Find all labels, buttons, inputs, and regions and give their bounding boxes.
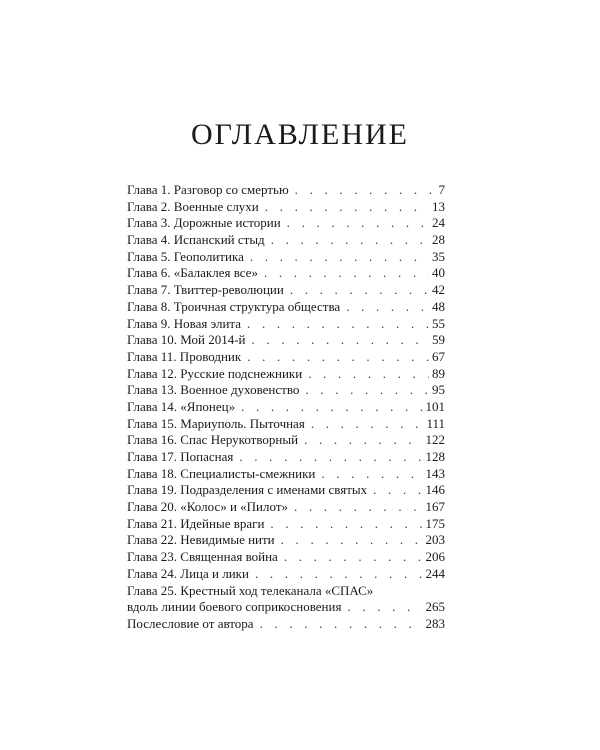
toc-entry: [127, 366, 445, 383]
toc-dot-leader: [255, 566, 423, 583]
toc-page-number: 206: [425, 549, 445, 565]
toc-page-number: 175: [425, 515, 445, 531]
toc-entry: [127, 349, 445, 366]
toc-entry-title: Глава 1. Разговор со смертью: [127, 182, 289, 197]
toc-page-number: 28: [432, 232, 445, 248]
toc-dot-leader: [290, 282, 429, 299]
toc-page-number: 95: [432, 382, 445, 398]
toc-entry-title: Глава 7. Твиттер-революции: [127, 282, 284, 298]
toc-entry-title: Глава 21. Идейные враги: [127, 515, 265, 531]
toc-dot-leader: [287, 215, 429, 232]
toc-dot-leader: [308, 366, 429, 383]
toc-entry: [127, 499, 445, 516]
toc-entry-title: Глава 4. Испанский стыд: [127, 232, 265, 248]
toc-dot-leader: [311, 416, 424, 433]
toc-page-number: 7: [438, 182, 445, 197]
toc-entry: [127, 583, 445, 600]
toc-dot-leader: [265, 199, 429, 216]
toc-entry-title: Глава 12. Русские подснежники: [127, 365, 303, 381]
toc-entry-title: Глава 5. Геополитика: [127, 248, 244, 264]
toc-dot-leader: [281, 532, 423, 549]
toc-entry: [127, 232, 445, 249]
toc-page-number: 48: [432, 298, 445, 314]
toc-dot-leader: [241, 399, 422, 416]
toc-entry: [127, 215, 445, 232]
toc-entry-title: Глава 10. Мой 2014-й: [127, 332, 246, 348]
toc-entry-title: Глава 13. Военное духовенство: [127, 382, 300, 398]
toc-entry: [127, 482, 445, 499]
toc-page-number: 101: [425, 398, 445, 414]
toc-dot-leader: [347, 599, 422, 616]
toc-page-number: 203: [425, 532, 445, 548]
toc-dot-leader: [295, 182, 436, 199]
toc-entry-title: Глава 6. «Балаклея все»: [127, 265, 258, 281]
toc-page-number: 13: [432, 198, 445, 214]
page-title: ОГЛАВЛЕНИЕ: [191, 118, 409, 151]
toc-dot-leader: [250, 249, 429, 266]
toc-entry: [127, 299, 445, 316]
toc-entry-title: Глава 23. Священная война: [127, 549, 278, 565]
toc-dot-leader: [373, 482, 422, 499]
toc-dot-leader: [294, 499, 422, 516]
toc-dot-leader: [239, 449, 422, 466]
toc-entry: [127, 532, 445, 549]
toc-entry-title: Послесловие от автора: [127, 615, 254, 631]
toc-page-number: 59: [432, 332, 445, 348]
toc-dot-leader: [321, 466, 422, 483]
toc-entry: [127, 399, 445, 416]
toc-page-number: 283: [425, 615, 445, 631]
toc-dot-leader: [247, 349, 429, 366]
toc-dot-leader: [264, 265, 429, 282]
toc-entry-title: Глава 16. Спас Нерукотворный: [127, 432, 299, 448]
toc-entry: [127, 432, 445, 449]
toc-entry: [127, 549, 445, 566]
toc-page-number: 167: [425, 499, 445, 515]
toc-dot-leader: [305, 382, 429, 399]
toc-entry: [127, 182, 445, 199]
toc-entry-title: Глава 14. «Японец»: [127, 398, 236, 414]
toc-entry-title: Глава 3. Дорожные истории: [127, 215, 281, 231]
toc-entry-title: Глава 17. Попасная: [127, 449, 234, 464]
toc-page-number: 265: [425, 599, 445, 615]
toc-entry-title: Глава 25. Крестный ход телеканала «СПАС»: [127, 582, 374, 598]
toc-entry: [127, 316, 445, 333]
toc-page-number: 111: [426, 415, 445, 431]
toc-page-number: 122: [425, 432, 445, 448]
toc-entry-title: Глава 15. Мариуполь. Пыточная: [127, 415, 305, 431]
toc-entry-title: Глава 22. Невидимые нити: [127, 532, 275, 548]
toc-entry-title: Глава 8. Троичная структура общества: [127, 298, 341, 314]
toc-entry: [127, 265, 445, 282]
toc-entry: [127, 466, 445, 483]
toc-entry: [127, 566, 445, 583]
toc-dot-leader: [346, 299, 429, 316]
toc-entry: [127, 382, 445, 399]
toc-dot-leader: [247, 316, 429, 333]
toc-entry: [127, 416, 445, 433]
toc-dot-leader: [284, 549, 423, 566]
toc-dot-leader: [304, 432, 422, 449]
toc-page-number: 67: [432, 348, 445, 364]
toc-page-number: 42: [432, 282, 445, 298]
toc-entry-title: Глава 20. «Колос» и «Пилот»: [127, 499, 289, 515]
toc-entry: [127, 332, 445, 349]
toc-entry-title: Глава 11. Проводник: [127, 348, 242, 364]
table-of-contents: [127, 182, 445, 633]
toc-page-number: 55: [432, 315, 445, 331]
toc-entry: [127, 199, 445, 216]
toc-entry: [127, 616, 445, 633]
toc-dot-leader: [270, 516, 422, 533]
toc-page-number: 89: [432, 365, 445, 381]
toc-page-number: 143: [425, 465, 445, 481]
toc-page-number: 24: [432, 215, 445, 231]
toc-entry-title: Глава 2. Военные слухи: [127, 198, 259, 214]
toc-entry: [127, 516, 445, 533]
toc-dot-leader: [260, 616, 423, 633]
toc-page-number: 146: [425, 482, 445, 498]
toc-dot-leader: [252, 332, 429, 349]
toc-entry-title: Глава 18. Специалисты-смежники: [127, 465, 316, 481]
toc-page-number: 128: [425, 449, 445, 464]
toc-entry-title: Глава 19. Подразделения с именами святых: [127, 482, 368, 498]
toc-entry: [127, 249, 445, 266]
toc-page-number: 35: [432, 248, 445, 264]
toc-entry-title: вдоль линии боевого соприкосновения: [127, 599, 342, 615]
toc-page-number: 40: [432, 265, 445, 281]
toc-entry-title: Глава 9. Новая элита: [127, 315, 242, 331]
toc-page-number: 244: [425, 565, 445, 581]
toc-entry: [127, 599, 445, 616]
toc-entry-title: Глава 24. Лица и лики: [127, 565, 249, 581]
toc-dot-leader: [271, 232, 429, 249]
toc-entry: [127, 449, 445, 466]
toc-entry: [127, 282, 445, 299]
